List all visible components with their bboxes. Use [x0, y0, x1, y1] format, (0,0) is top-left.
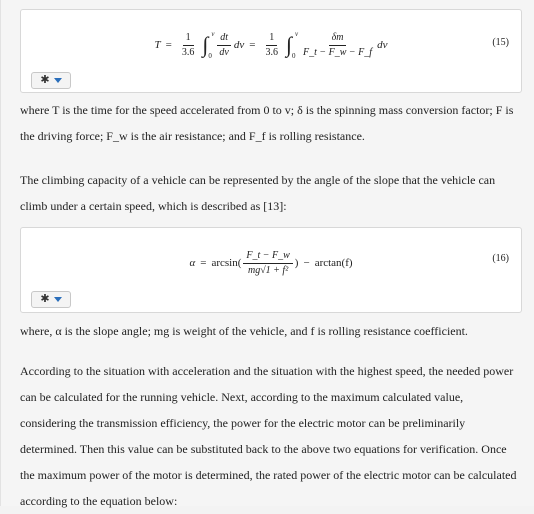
eq16-close-paren: ) — [294, 257, 299, 269]
equation-number-16: (16) — [492, 253, 509, 264]
equation-15 — [21, 20, 521, 70]
eq15-integral-2: ∫ v 0 — [285, 30, 299, 60]
equation-box-16 — [20, 227, 522, 313]
gear-icon: ✱ — [40, 74, 50, 86]
eq15-integral-1: ∫ v 0 — [202, 30, 215, 60]
eq16-arcsin: arcsin( — [211, 257, 242, 269]
eq15-equals-2: = — [249, 39, 256, 51]
caret-down-icon — [54, 78, 62, 83]
eq15-dv-2: dv — [377, 39, 388, 51]
eq15-fraction: $\frac{\delta m}{F\_t - F\_w - F\_f}$ — [303, 31, 373, 58]
eq16-fraction: $\frac{F\_t - F\_w}{\text{mg√1 + f²}}$ — [243, 250, 292, 277]
eq15-dv-1: dv — [233, 39, 245, 51]
gear-icon: ✱ — [40, 293, 50, 305]
paragraph-definitions-16: where, α is the slope angle; mg is weight of the vehicle, and f is rolling resistance coefficient. — [20, 324, 468, 338]
equation-16 — [21, 238, 521, 288]
eq15-equals: = — [165, 39, 172, 51]
paragraph-climbing-capacity: The climbing capacity of a vehicle can be represented by the angle of the slope that the vehicle can climb under a certain speed, which is described as [13]: — [20, 173, 496, 213]
eq15-lhs: T — [154, 39, 161, 51]
eq15-coef-1: $\frac{1}{3.6}$ — [181, 31, 195, 58]
eq16-minus: − — [303, 257, 310, 269]
equation-number-15: (15) — [492, 37, 509, 48]
eq16-equals: = — [200, 257, 207, 269]
eq15-coef-2: $\frac{1}{3.6}$ — [265, 31, 278, 58]
paragraph-definitions-15: where T is the time for the speed accelerated from 0 to v; δ is the spinning mass conversion factor; F is the driving force; F_w is the air resistance; and F_f is rolling resistance. — [20, 103, 514, 143]
eq16-lhs: α — [189, 257, 196, 269]
eq16-arctan: arctan(f) — [314, 257, 353, 269]
math-menu-button[interactable] — [31, 72, 71, 89]
equation-box-15 — [20, 9, 522, 93]
caret-down-icon — [54, 297, 62, 302]
paragraph-power-calculation: According to the situation with acceleration and the situation with the highest speed, the needed power can be calculated for the running vehicle. Next, according to the maximum calculated value, considering the transmission efficiency, the power for the electric motor can be preliminarily determined. Then this value can be substituted back to the above two equations for verification. Once the maximum power of the motor is determined, the rated power of the electric motor can be calculated according to the equation below: — [20, 364, 517, 508]
math-menu-button[interactable] — [31, 291, 71, 308]
eq15-derivative: $\frac{dt}{dv}$ — [216, 32, 231, 59]
